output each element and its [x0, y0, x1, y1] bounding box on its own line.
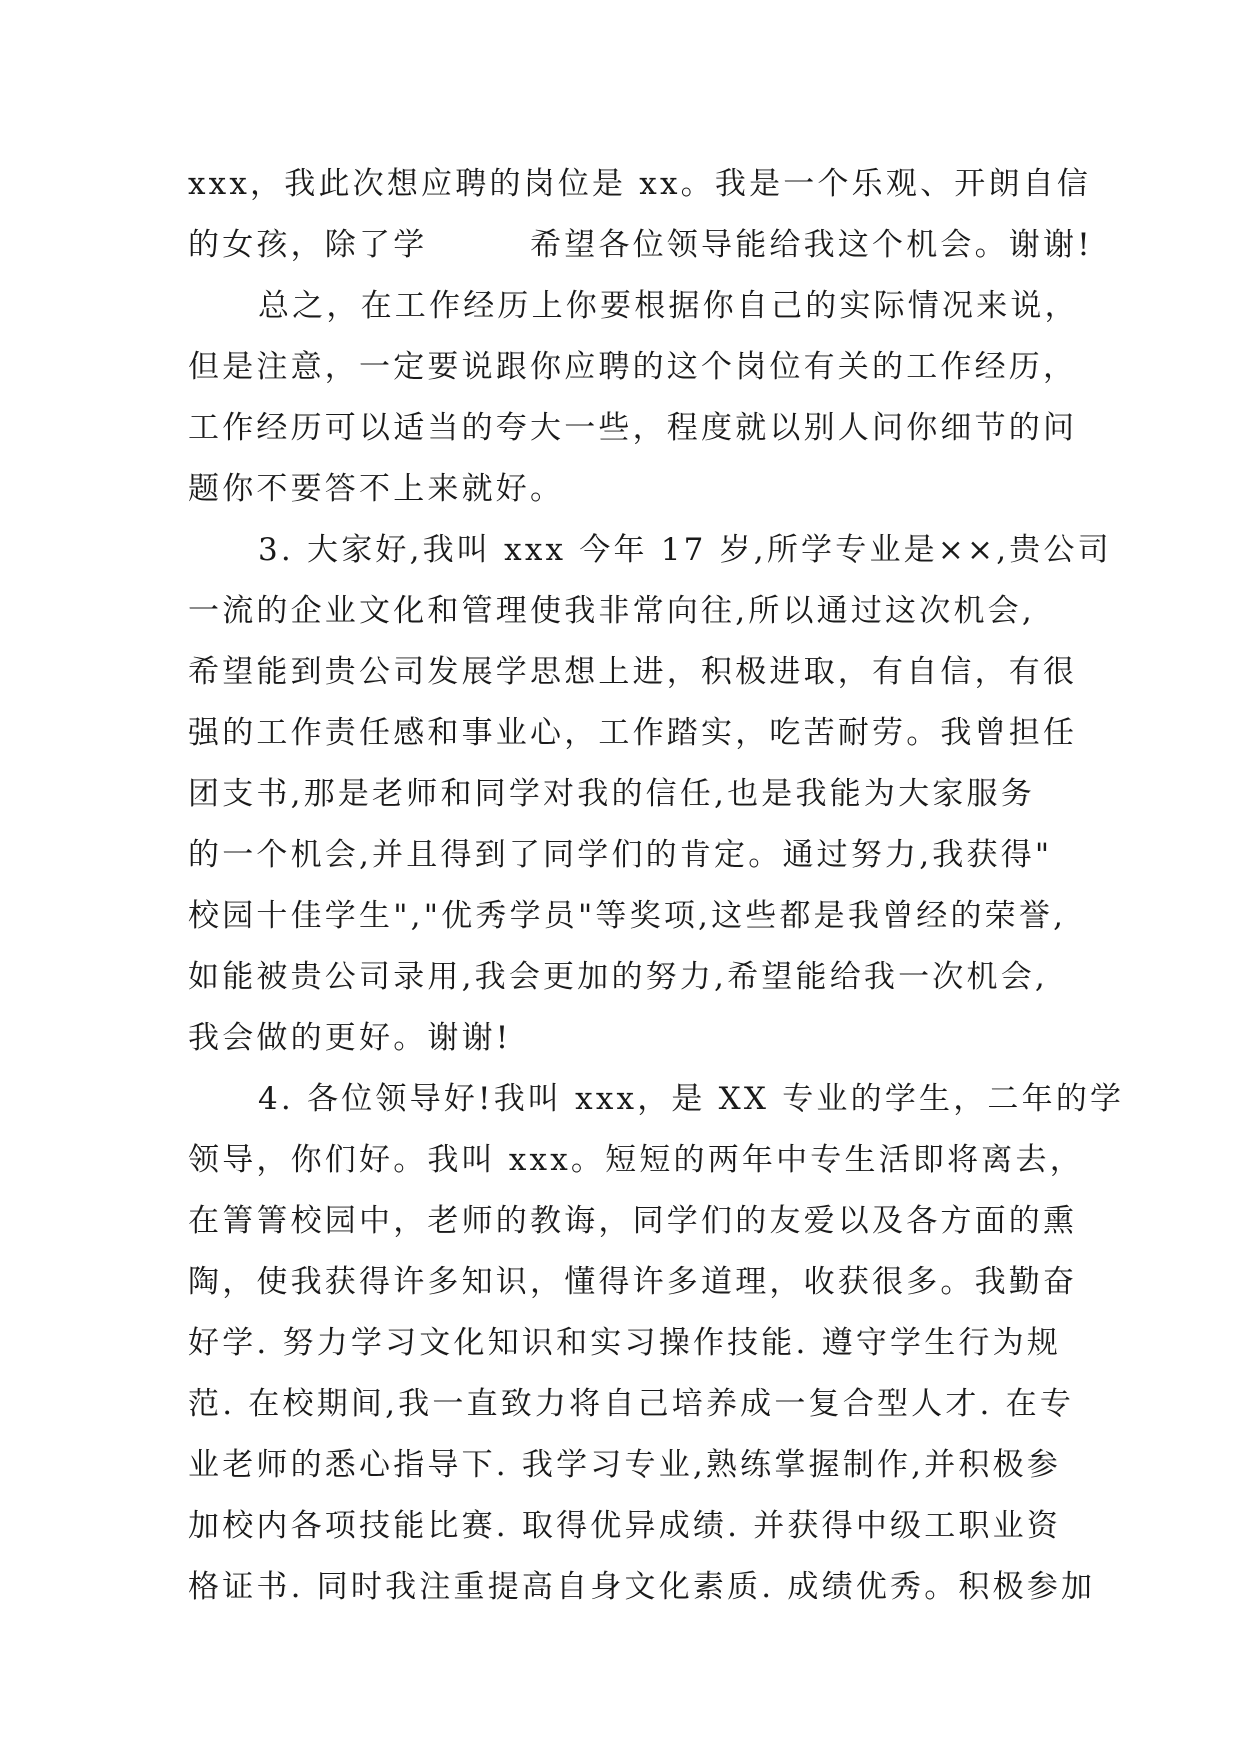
text-line: 希望能到贵公司发展学思想上进，积极进取，有自信，有很	[188, 654, 1078, 690]
paragraph-start-line: 总之，在工作经历上你要根据你自己的实际情况来说，	[258, 288, 1079, 324]
text-line: 但是注意，一定要说跟你应聘的这个岗位有关的工作经历，	[188, 349, 1078, 385]
text-line: xxx，我此次想应聘的岗位是 xx。我是一个乐观、开朗自信	[188, 166, 1092, 202]
text-line: 业老师的悉心指导下. 我学习专业,熟练掌握制作,并积极参	[188, 1447, 1062, 1483]
text-line: 的一个机会,并且得到了同学们的肯定。通过努力,我获得"	[188, 837, 1053, 873]
text-line: 一流的企业文化和管理使我非常向往,所以通过这次机会,	[188, 593, 1035, 629]
text-line: 校园十佳学生","优秀学员"等奖项,这些都是我曾经的荣誉,	[188, 898, 1067, 934]
text-line: 加校内各项技能比赛. 取得优异成绩. 并获得中级工职业资	[188, 1508, 1062, 1544]
text-line: 领导，你们好。我叫 xxx。短短的两年中专生活即将离去，	[188, 1142, 1084, 1178]
text-line: 题你不要答不上来就好。	[188, 471, 565, 507]
text-line: 在箐箐校园中，老师的教诲，同学们的友爱以及各方面的熏	[188, 1203, 1078, 1239]
text-line: 陶，使我获得许多知识，懂得许多道理，收获很多。我勤奋	[188, 1264, 1078, 1300]
text-line: 强的工作责任感和事业心，工作踏实，吃苦耐劳。我曾担任	[188, 715, 1078, 751]
text-line: 工作经历可以适当的夸大一些，程度就以别人问你细节的问	[188, 410, 1078, 446]
paragraph-start-line: 4. 各位领导好!我叫 xxx，是 XX 专业的学生，二年的学	[258, 1081, 1125, 1117]
text-line: 的女孩，除了学 希望各位领导能给我这个机会。谢谢!	[188, 227, 1093, 263]
text-line: 范. 在校期间,我一直致力将自己培养成一复合型人才. 在专	[188, 1386, 1075, 1422]
text-line: 如能被贵公司录用,我会更加的努力,希望能给我一次机会,	[188, 959, 1048, 995]
text-line: 好学. 努力学习文化知识和实习操作技能. 遵守学生行为规	[188, 1325, 1062, 1361]
paragraph-start-line: 3. 大家好,我叫 xxx 今年 17 岁,所学专业是××,贵公司	[258, 532, 1112, 568]
text-line: 格证书. 同时我注重提高自身文化素质. 成绩优秀。积极参加	[188, 1569, 1096, 1605]
text-line: 我会做的更好。谢谢!	[188, 1020, 512, 1056]
text-line: 团支书,那是老师和同学对我的信任,也是我能为大家服务	[188, 776, 1035, 812]
